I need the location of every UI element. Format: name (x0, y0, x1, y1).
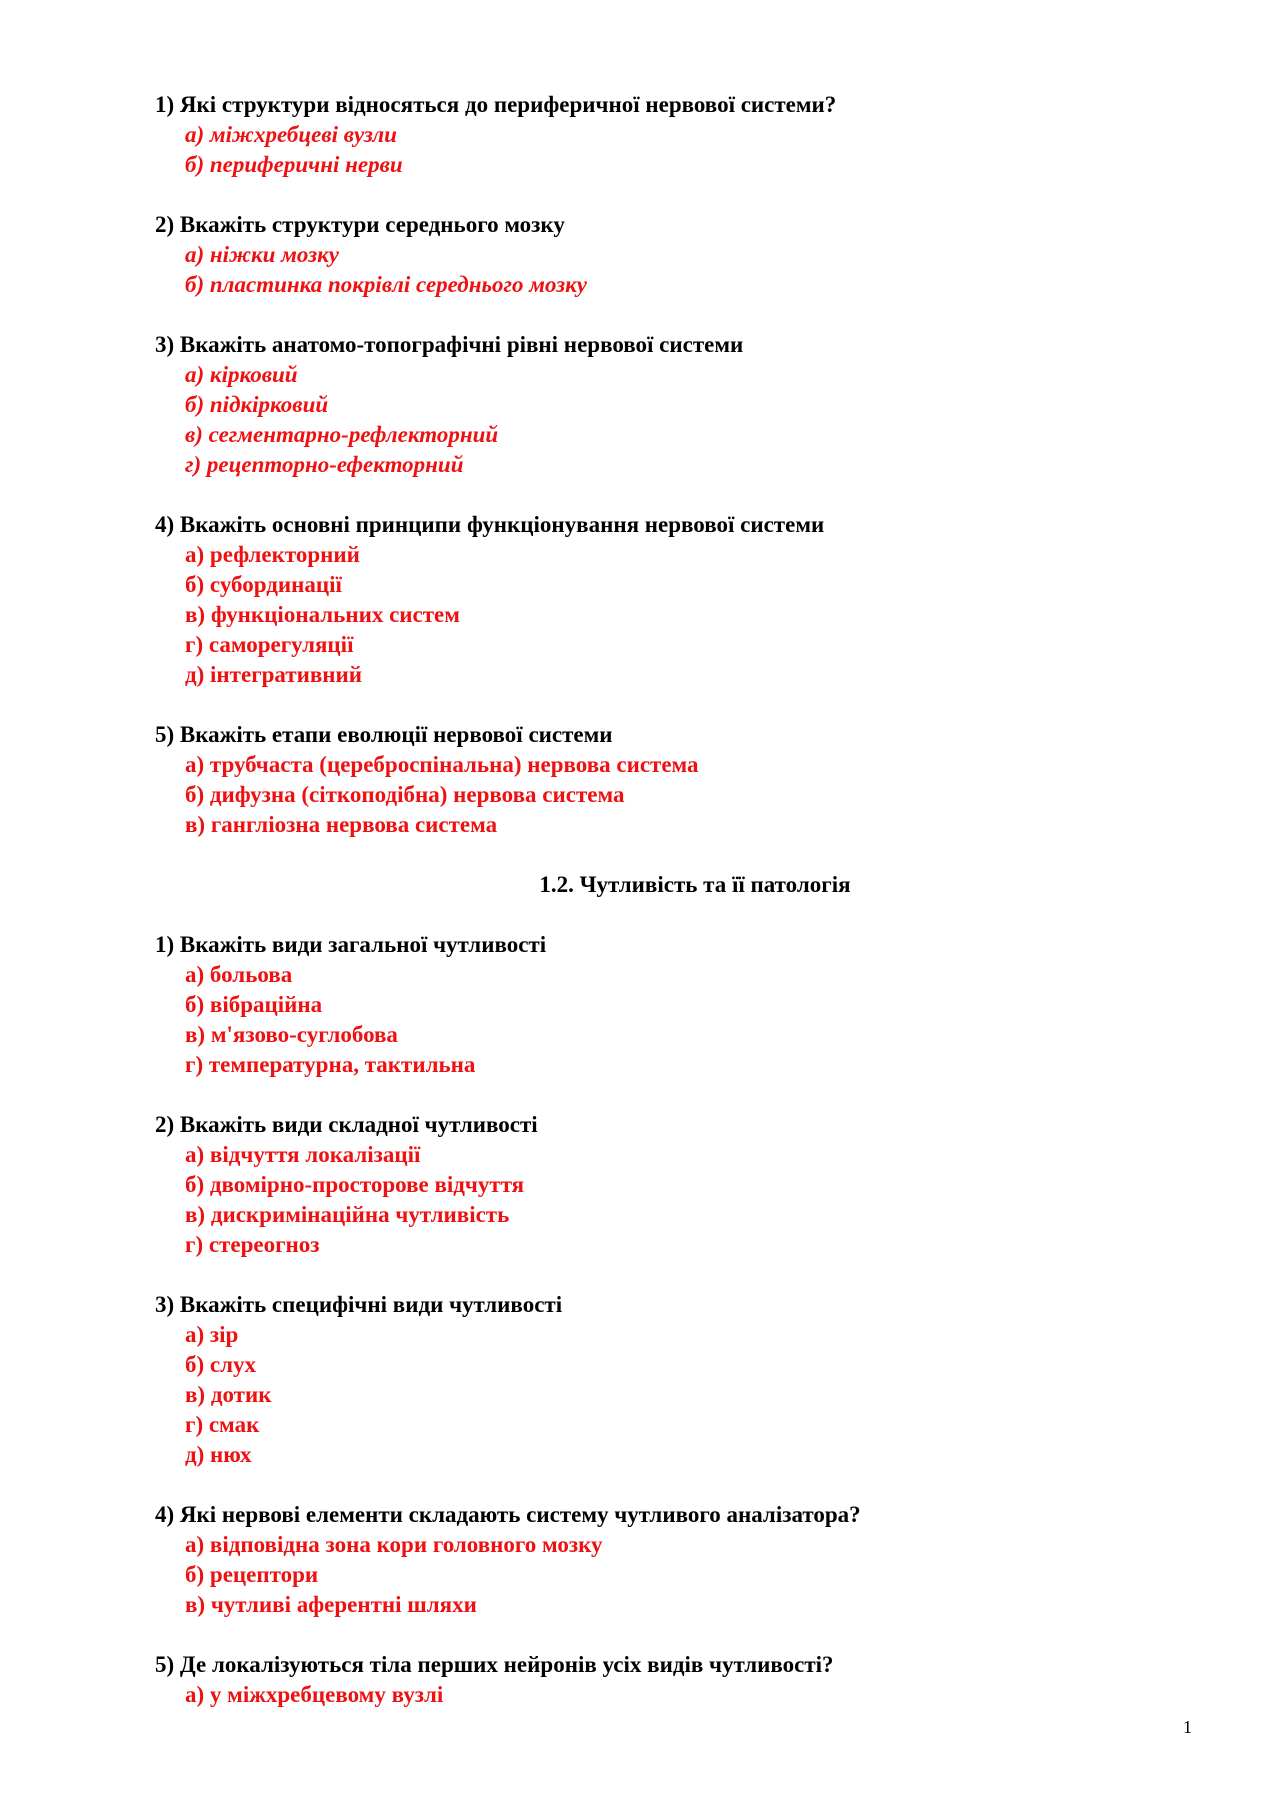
page-number: 1 (1183, 1717, 1192, 1737)
answer-option: г) рецепторно-ефекторний (185, 452, 464, 477)
answer-option: а) відчуття локалізації (185, 1142, 421, 1167)
answer-option: а) ніжки мозку (185, 242, 339, 267)
section-title: 1.2. Чутливість та її патологія (539, 872, 851, 897)
answer-option: а) трубчаста (цереброспінальна) нервова система (185, 752, 699, 777)
answer-option: в) дотик (185, 1382, 272, 1407)
answer-option: в) гангліозна нервова система (185, 812, 498, 837)
answer-option: д) нюх (185, 1442, 252, 1467)
answer-option: б) слух (185, 1352, 257, 1377)
answer-option: б) вібраційна (185, 992, 323, 1017)
question-block (155, 1290, 1155, 1470)
question-text: 2) Вкажіть структури середнього мозку (155, 212, 565, 237)
answer-option: а) рефлекторний (185, 542, 360, 567)
question-text: 5) Вкажіть етапи еволюції нервової системи (155, 722, 613, 747)
answer-option: г) стереогноз (185, 1232, 320, 1257)
question-text: 3) Вкажіть специфічні види чутливості (155, 1292, 563, 1317)
answer-option: а) міжхребцеві вузли (185, 122, 397, 147)
question-text: 1) Які структури відносяться до периферичної нервової системи? (155, 92, 837, 117)
question-text: 3) Вкажіть анатомо-топографічні рівні нервової системи (155, 332, 744, 357)
answer-option: г) смак (185, 1412, 260, 1437)
question-block (155, 1650, 1155, 1710)
question-block (155, 510, 1155, 690)
question-block (155, 210, 1155, 300)
answer-option: б) підкірковий (185, 392, 329, 417)
question-block (155, 330, 1155, 480)
answer-option: б) субординації (185, 572, 342, 597)
question-text: 4) Які нервові елементи складають систему чутливого аналізатора? (155, 1502, 861, 1527)
answer-option: а) відповідна зона кори головного мозку (185, 1532, 603, 1557)
answer-option: в) функціональних систем (185, 602, 460, 627)
answer-option: д) інтегративний (185, 662, 363, 687)
answer-option: а) у міжхребцевому вузлі (185, 1682, 444, 1707)
document-page (155, 90, 1155, 1740)
question-block (155, 1500, 1155, 1620)
answer-option: а) кірковий (185, 362, 298, 387)
answer-option: г) температурна, тактильна (185, 1052, 476, 1077)
answer-option: а) зір (185, 1322, 239, 1347)
answer-option: б) пластинка покрівлі середнього мозку (185, 272, 588, 297)
answer-option: б) рецептори (185, 1562, 319, 1587)
question-block (155, 1110, 1155, 1260)
answer-option: б) дифузна (сіткоподібна) нервова система (185, 782, 625, 807)
question-text: 1) Вкажіть види загальної чутливості (155, 932, 547, 957)
answer-option: в) дискримінаційна чутливість (185, 1202, 510, 1227)
question-block (155, 930, 1155, 1080)
answer-option: в) м'язово-суглобова (185, 1022, 398, 1047)
question-text: 5) Де локалізуються тіла перших нейронів усіх видів чутливості? (155, 1652, 834, 1677)
question-text: 4) Вкажіть основні принципи функціонування нервової системи (155, 512, 825, 537)
answer-option: б) двомірно-просторове відчуття (185, 1172, 525, 1197)
answer-option: а) больова (185, 962, 293, 987)
question-block (155, 90, 1155, 180)
question-text: 2) Вкажіть види складної чутливості (155, 1112, 538, 1137)
answer-option: б) периферичні нерви (185, 152, 403, 177)
answer-option: г) саморегуляції (185, 632, 354, 657)
question-block (155, 720, 1155, 840)
answer-option: в) чутливі аферентні шляхи (185, 1592, 477, 1617)
answer-option: в) сегментарно-рефлекторний (185, 422, 499, 447)
